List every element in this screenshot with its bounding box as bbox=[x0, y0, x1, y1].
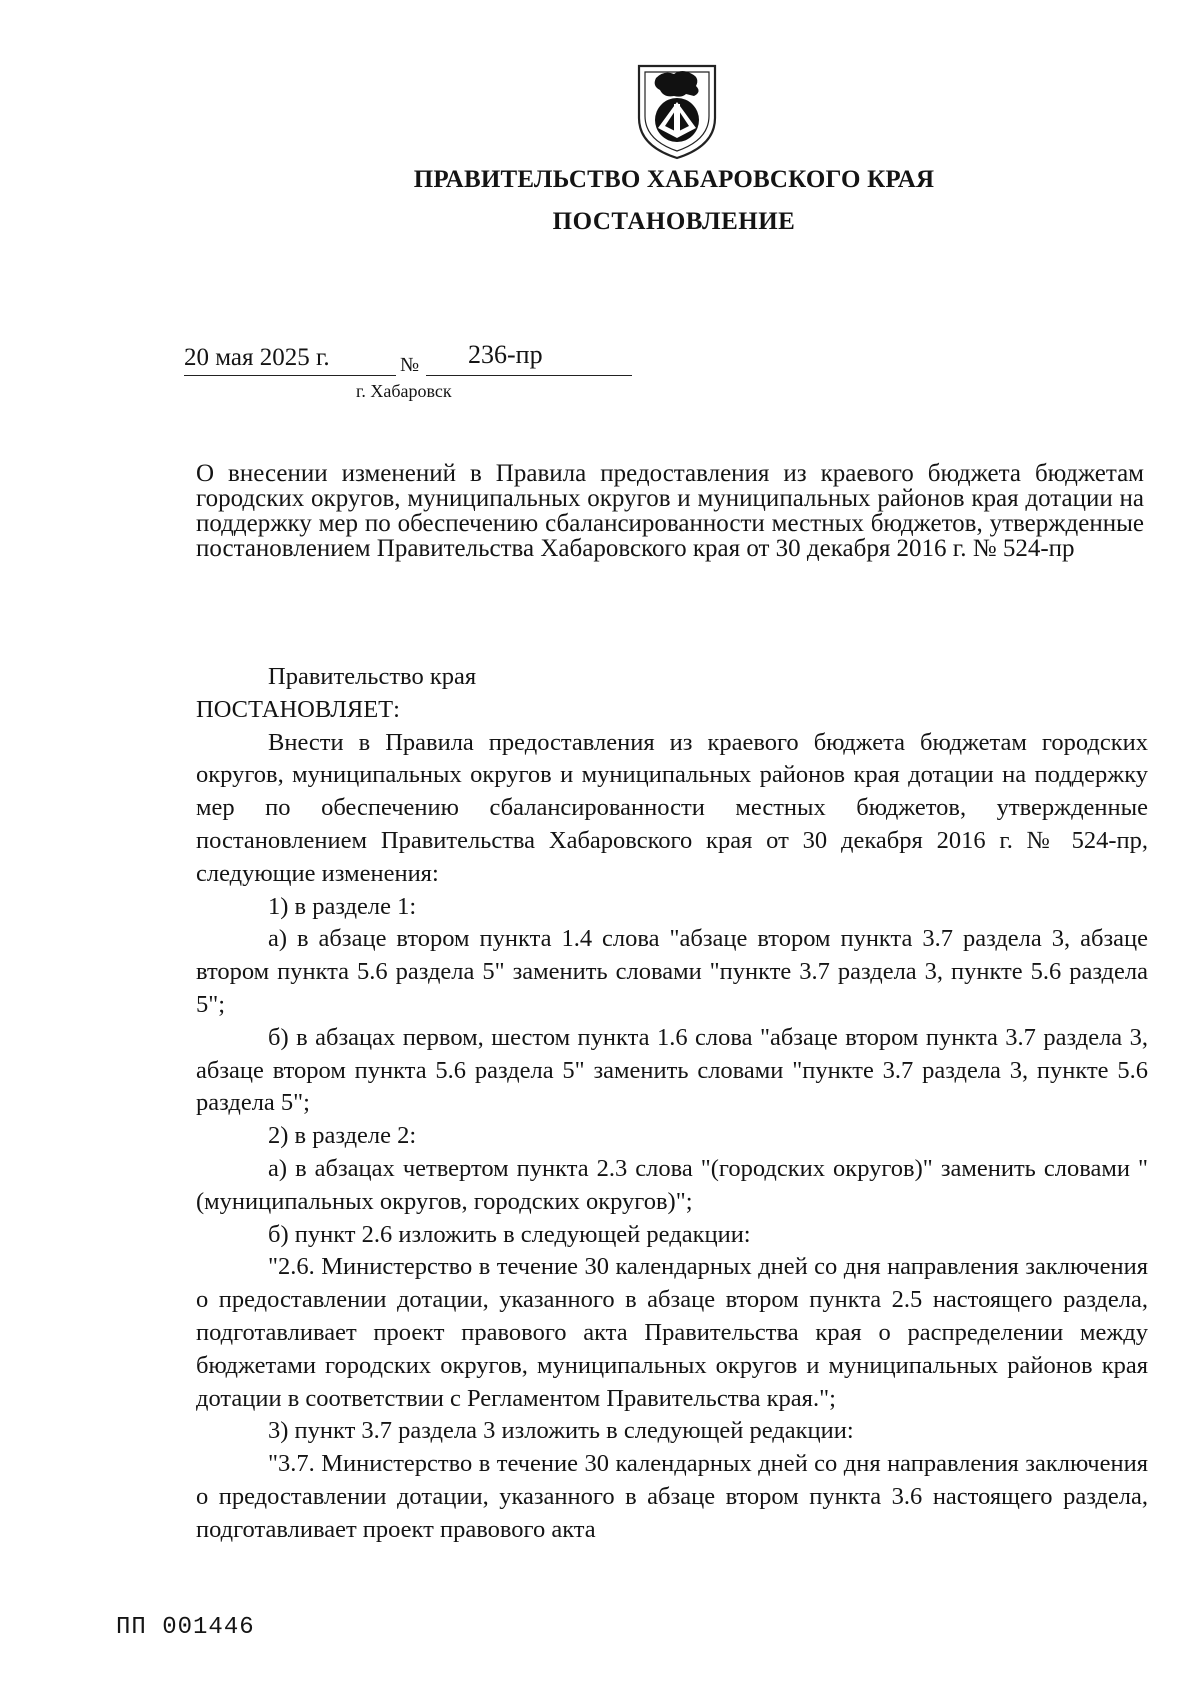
document-title: О внесении изменений в Правила предоставления из краевого бюджета бюджетам городских округов, муниципальных округов и муниципальных районов края дотации на поддержку мер по обеспечению сбалансированности местных бюджетов, утвержденные постановлением Правительства Хабаровского края от 30 декабря 2016 г. № 524-пр bbox=[196, 460, 1144, 562]
body-paragraph: 3) пункт 3.7 раздела 3 изложить в следующей редакции: bbox=[268, 1417, 854, 1445]
document-body bbox=[196, 661, 1148, 1547]
body-paragraph: ПОСТАНОВЛЯЕТ: bbox=[196, 695, 400, 723]
body-paragraph: Внести в Правила предоставления из краевого бюджета бюджетам городских округов, муниципальных округов и муниципальных районов края дотации на поддержку мер по обеспечению сбалансированности местных бюджетов, утвержденные постановлением Правительства Хабаровского края от 30 декабря 2016 г. № 524-пр, следующие изменения: bbox=[196, 728, 1148, 887]
coat-of-arms-icon bbox=[634, 58, 720, 160]
organization-name: ПРАВИТЕЛЬСТВО ХАБАРОВСКОГО КРАЯ bbox=[413, 166, 935, 193]
body-paragraph: б) в абзацах первом, шестом пункта 1.6 слова "абзаце втором пункта 3.7 раздела 3, абзаце втором пункта 5.6 раздела 5" заменить словами "пункте 3.7 раздела 3, пункте 5.6 раздела 5"; bbox=[196, 1023, 1148, 1117]
body-paragraph: а) в абзаце втором пункта 1.4 слова "абзаце втором пункта 3.7 раздела 3, абзаце втором пункта 5.6 раздела 5" заменить словами "пункте 3.7 раздела 3, пункте 5.6 раздела 5"; bbox=[196, 925, 1148, 1018]
body-paragraph: "2.6. Министерство в течение 30 календарных дней со дня направления заключения о предоставлении дотации, указанного в абзаце втором пункта 2.5 настоящего раздела, подготавливает проект правового акта Правительства края о распределении между бюджетами городских округов, муниципальных округов и муниципальных районов края дотации в соответствии с Регламентом Правительства края."; bbox=[196, 1253, 1148, 1412]
number-underline bbox=[426, 375, 632, 376]
body-paragraph: "3.7. Министерство в течение 30 календарных дней со дня направления заключения о предоставлении дотации, указанного в абзаце втором пункта 3.6 настоящего раздела, подготавливает проект правового акта bbox=[196, 1450, 1148, 1543]
document-city: г. Хабаровск bbox=[356, 381, 452, 401]
body-paragraph: 1) в разделе 1: bbox=[268, 892, 417, 920]
document-type: ПОСТАНОВЛЕНИЕ bbox=[552, 208, 796, 235]
body-paragraph: 2) в разделе 2: bbox=[268, 1122, 417, 1150]
date-underline bbox=[184, 375, 396, 376]
number-sign: № bbox=[400, 354, 420, 376]
body-paragraph: Правительство края bbox=[268, 663, 477, 690]
document-number: 236-пр bbox=[468, 340, 543, 369]
body-paragraph: б) пункт 2.6 изложить в следующей редакции: bbox=[268, 1220, 751, 1248]
serial-number: ПП 001446 bbox=[116, 1614, 255, 1641]
body-paragraph: а) в абзацах четвертом пункта 2.3 слова "(городских округов)" заменить словами "(муниципальных округов, городских округов)"; bbox=[196, 1154, 1148, 1215]
document-date: 20 мая 2025 г. bbox=[184, 344, 330, 371]
